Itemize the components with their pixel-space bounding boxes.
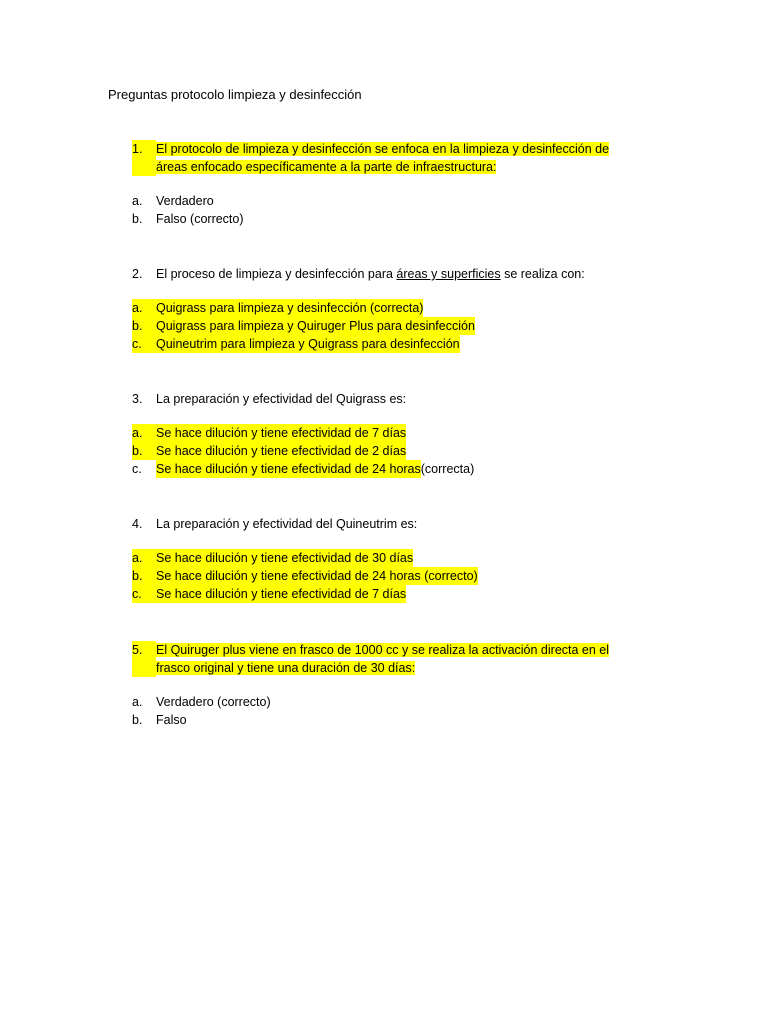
question-3 <box>132 390 642 478</box>
question-5-text-wrap <box>156 641 642 677</box>
question-2-option-a <box>132 299 642 317</box>
question-2-option-c <box>132 335 642 353</box>
question-5-options <box>132 693 642 729</box>
question-2-text-after: se realiza con: <box>500 267 585 281</box>
question-4-options <box>132 549 642 603</box>
option-letter: a. <box>132 695 143 709</box>
question-2-number: 2. <box>132 267 143 281</box>
question-1-option-b <box>132 210 642 228</box>
option-letter: c. <box>132 335 156 353</box>
question-5 <box>132 641 642 729</box>
question-4-row <box>132 515 642 533</box>
option-letter: b. <box>132 567 156 585</box>
option-letter: b. <box>132 713 143 727</box>
question-5-option-a <box>132 693 642 711</box>
document-title: Preguntas protocolo limpieza y desinfección <box>108 87 362 102</box>
option-text: Se hace dilución y tiene efectividad de 7 días <box>156 587 407 601</box>
question-2-row <box>132 265 642 283</box>
question-2-text-before: El proceso de limpieza y desinfección para <box>156 267 397 281</box>
question-4-option-a <box>132 549 642 567</box>
question-5-text: El Quiruger plus viene en frasco de 1000 cc y se realiza la activación directa en el frasco original y tiene una duración de 30 días: <box>156 643 610 675</box>
option-text: Se hace dilución y tiene efectividad de 7 días <box>156 426 407 440</box>
option-letter: a. <box>132 424 156 442</box>
question-5-option-b <box>132 711 642 729</box>
question-2-options <box>132 299 642 353</box>
option-letter: a. <box>132 299 156 317</box>
option-text: Falso <box>156 713 187 727</box>
question-4-option-c <box>132 585 642 603</box>
option-text: Verdadero <box>156 194 214 208</box>
option-text: Se hace dilución y tiene efectividad de 30 días <box>156 551 414 565</box>
question-1-text-wrap <box>156 140 642 176</box>
question-3-options <box>132 424 642 478</box>
option-text: Verdadero (correcto) <box>156 695 271 709</box>
option-letter: c. <box>132 462 142 476</box>
option-text: Se hace dilución y tiene efectividad de 2 días <box>156 444 407 458</box>
question-1-row <box>132 140 642 176</box>
option-letter: a. <box>132 194 143 208</box>
question-1-options <box>132 192 642 228</box>
question-3-row <box>132 390 642 408</box>
option-text: Quigrass para limpieza y Quiruger Plus para desinfección <box>156 319 475 333</box>
question-2 <box>132 265 642 353</box>
question-1-number: 1. <box>132 140 156 176</box>
question-2-text <box>156 265 642 283</box>
question-3-text: La preparación y efectividad del Quigrass es: <box>156 392 407 406</box>
question-3-option-c <box>132 460 642 478</box>
question-4-text: La preparación y efectividad del Quineutrim es: <box>156 517 418 531</box>
option-letter: b. <box>132 212 143 226</box>
question-3-number: 3. <box>132 392 143 406</box>
question-4-number: 4. <box>132 517 143 531</box>
option-text: Se hace dilución y tiene efectividad de 24 horas <box>156 462 421 476</box>
question-2-option-b <box>132 317 642 335</box>
question-4-option-b <box>132 567 642 585</box>
question-1-option-a <box>132 192 642 210</box>
option-extra: (correcta) <box>420 462 475 476</box>
question-2-text-underlined: áreas y superficies <box>396 267 501 281</box>
question-3-option-a <box>132 424 642 442</box>
question-1-text: El protocolo de limpieza y desinfección se enfoca en la limpieza y desinfección de áreas enfocado específicamente a la parte de infraestructura: <box>156 142 610 174</box>
option-letter: a. <box>132 549 156 567</box>
question-5-number: 5. <box>132 641 156 677</box>
option-text: Quineutrim para limpieza y Quigrass para desinfección <box>156 337 460 351</box>
option-text: Se hace dilución y tiene efectividad de 24 horas (correcto) <box>156 569 478 583</box>
option-text: Falso (correcto) <box>156 212 244 226</box>
option-text: Quigrass para limpieza y desinfección (correcta) <box>156 301 424 315</box>
question-3-option-b <box>132 442 642 460</box>
question-5-row <box>132 641 642 677</box>
option-letter: c. <box>132 585 156 603</box>
question-4 <box>132 515 642 603</box>
option-letter: b. <box>132 442 156 460</box>
option-letter: b. <box>132 317 156 335</box>
question-1 <box>132 140 642 228</box>
